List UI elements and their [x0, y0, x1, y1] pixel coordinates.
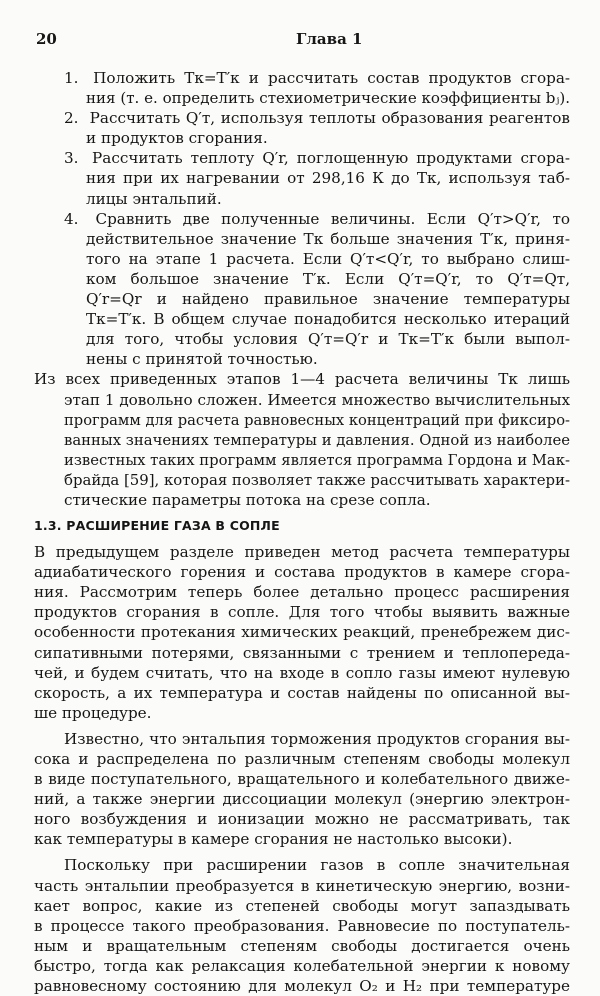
text-line: В предыдущем разделе приведен метод расчета температуры — [34, 543, 570, 562]
step-number: 4. — [64, 209, 79, 228]
text-line: Q′r=Qr и найдено правильное значение температуры — [86, 290, 570, 309]
text-line: ния. Рассмотрим теперь более детально процесс расширения — [34, 583, 570, 602]
text-line: ком большое значение T′к. Если Q′т=Q′r, то Q′т=Qт, — [86, 269, 570, 288]
paragraph-expansion — [34, 855, 570, 996]
text-line: Из всех приведенных этапов 1—4 расчета величины Tк лишь — [34, 370, 570, 389]
text-line: Tк=T′к. В общем случае понадобится несколько итераций — [86, 310, 570, 329]
text-line: лицы энтальпий. — [86, 189, 222, 208]
paragraph-enthalpy — [34, 729, 570, 850]
step-number: 2. — [64, 109, 79, 128]
text-line: часть энтальпии преобразуется в кинетическую энергию, возни- — [34, 876, 570, 895]
text-line: ше процедуре. — [34, 703, 152, 722]
list-item — [34, 68, 570, 88]
steps-list — [34, 68, 570, 369]
page-body — [34, 68, 570, 996]
page-number: 20 — [36, 30, 57, 48]
text-line: ния (т. е. определить стехиометрические коэффициенты bⱼ). — [86, 89, 570, 108]
text-line: программ для расчета равновесных концентраций при фиксиро- — [64, 410, 570, 429]
text-line: в процессе такого преобразования. Равновесие по поступатель- — [34, 916, 570, 935]
text-line: Сравнить две полученные величины. Если Q′т>Q′r, то — [95, 209, 570, 228]
paragraph-intro — [34, 369, 570, 510]
list-item — [34, 108, 570, 128]
text-line: и продуктов сгорания. — [86, 129, 268, 148]
text-line: сипативными потерями, связанными с трением и теплопереда- — [34, 643, 570, 662]
text-line: известных таких программ является программа Гордона и Мак- — [64, 450, 570, 469]
text-line: быстро, тогда как релаксация колебательной энергии к новому — [34, 956, 570, 975]
text-line: равновесному состоянию для молекул O₂ и H₂ при температуре — [34, 977, 570, 996]
text-line: адиабатического горения и состава продуктов в камере сгора- — [34, 563, 570, 582]
text-line: этап 1 довольно сложен. Имеется множество вычислительных — [64, 390, 570, 409]
text-line: ния при их нагревании от 298,16 К до Tк, используя таб- — [86, 169, 570, 188]
text-line: для того, чтобы условия Q′т=Q′r и Tк=T′к были выпол- — [86, 330, 570, 349]
text-line: того на этапе 1 расчета. Если Q′т<Q′r, то выбрано слиш- — [86, 249, 570, 268]
text-line: ного возбуждения и ионизации можно не рассматривать, так — [34, 810, 570, 829]
text-line: брайда [59], которая позволяет также рассчитывать характери- — [64, 470, 570, 489]
page-header — [36, 30, 570, 50]
section-heading: 1.3. РАСШИРЕНИЕ ГАЗА В СОПЛЕ — [34, 518, 280, 534]
text-line: действительное значение Tк больше значения T′к, приня- — [86, 229, 570, 248]
list-item — [34, 209, 570, 229]
list-item — [34, 148, 570, 168]
text-line: Положить Tк=T′к и рассчитать состав продуктов сгора- — [93, 69, 570, 87]
step-number: 1. — [64, 69, 79, 87]
text-line: ным и вращательным степеням свободы достигается очень — [34, 936, 570, 955]
text-line: Известно, что энтальпия торможения продуктов сгорания вы- — [64, 729, 570, 748]
text-line: особенности протекания химических реакций, пренебрежем дис- — [34, 623, 570, 642]
text-line: сока и распределена по различным степеням свободы молекул — [34, 750, 570, 768]
text-line: ванных значениях температуры и давления. Одной из наиболее — [64, 430, 570, 449]
text-line: Рассчитать теплоту Q′r, поглощенную продуктами сгора- — [92, 149, 570, 168]
step-number: 3. — [64, 149, 79, 168]
text-line: скорость, а их температура и состав найдены по описанной вы- — [34, 683, 570, 702]
text-line: кает вопрос, какие из степеней свободы могут запаздывать — [34, 896, 570, 915]
text-line: ний, а также энергии диссоциации молекул (энергию электрон- — [34, 790, 570, 809]
text-line: нены с принятой точностью. — [86, 350, 318, 369]
text-line: в виде поступательного, вращательного и колебательного движе- — [34, 770, 570, 789]
text-line: как температуры в камере сгорания не настолько высоки). — [34, 830, 513, 849]
text-line: Рассчитать Q′т, используя теплоты образования реагентов — [89, 109, 570, 128]
text-line: чей, и будем считать, что на входе в сопло газы имеют нулевую — [34, 663, 570, 682]
text-line: Поскольку при расширении газов в сопле значительная — [64, 856, 570, 875]
text-line: стические параметры потока на срезе сопла. — [64, 490, 431, 509]
text-line: продуктов сгорания в сопле. Для того чтобы выявить важные — [34, 603, 570, 622]
paragraph-nozzle-method — [34, 542, 570, 723]
chapter-title: Глава 1 — [296, 30, 363, 48]
